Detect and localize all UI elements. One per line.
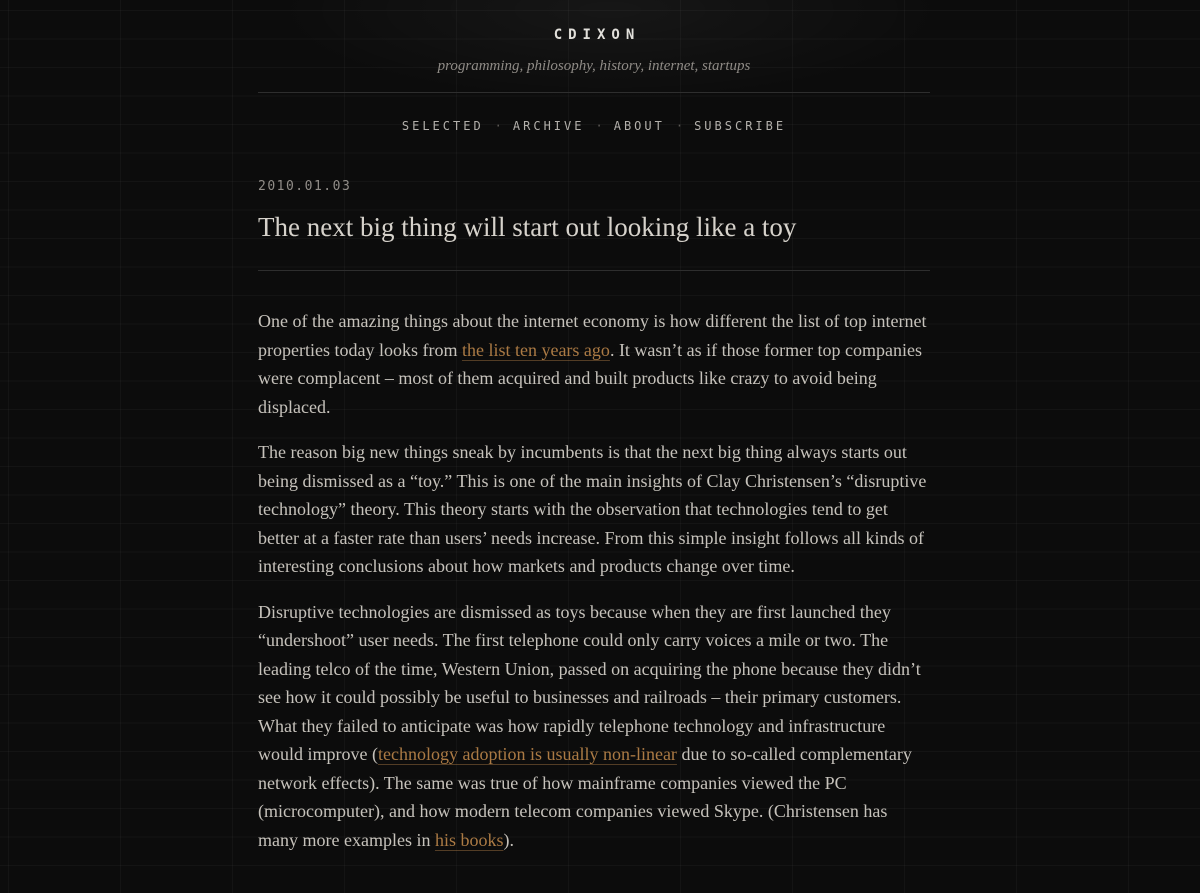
- page: [258, 0, 930, 854]
- nav-separator: ·: [675, 119, 684, 133]
- site-header: [258, 0, 930, 134]
- text-segment: due to so-called complementary network effects). The same was true of how mainframe companies viewed the PC (microcomputer), and how modern telecom companies viewed Skype. (Christensen has many more examples in: [258, 744, 912, 850]
- text-segment: Disruptive technologies are dismissed as toys because when they are first launched they “undershoot” user needs. The first telephone could only carry voices a mile or two. The leading telco of the time, Western Union, passed on acquiring the phone because they didn’t see how it could possibly be useful to businesses and railroads – their primary customers. What they failed to anticipate was how rapidly telephone technology and infrastructure would improve (: [258, 601, 921, 764]
- article-body: [258, 271, 930, 854]
- article: [258, 180, 930, 854]
- site-nav: [258, 93, 930, 134]
- text-segment: ).: [503, 829, 514, 850]
- text-segment: . It wasn’t as if those former top companies were complacent – most of them acquired and built products like crazy to avoid being displaced.: [258, 339, 923, 417]
- nav-separator: ·: [595, 119, 603, 133]
- nav-link-about[interactable]: ABOUT: [613, 119, 665, 133]
- paragraph-2: [258, 438, 930, 581]
- site-title-link[interactable]: CDIXON: [553, 27, 641, 43]
- site-tagline: programming, philosophy, history, internet, startups: [437, 58, 751, 74]
- post-title: The next big thing will start out looking like a toy: [258, 212, 797, 242]
- nav-link-archive[interactable]: ARCHIVE: [512, 119, 585, 133]
- paragraph-1: [258, 307, 930, 421]
- paragraph-3: [258, 598, 930, 855]
- nav-separator: ·: [494, 119, 502, 133]
- inline-link-his-books[interactable]: his books: [434, 829, 504, 850]
- nav-link-subscribe[interactable]: SUBSCRIBE: [694, 119, 787, 133]
- inline-link-technology-adoption-non-linear[interactable]: technology adoption is usually non-linear: [377, 744, 677, 764]
- nav-link-selected[interactable]: SELECTED: [401, 119, 484, 133]
- post-date: 2010.01.03: [258, 179, 352, 194]
- text-segment: The reason big new things sneak by incumbents is that the next big thing always starts out being dismissed as a “toy.” This is one of the main insights of Clay Christensen’s “disruptive technology” theory. This theory starts with the observation that technologies tend to get better at a faster rate than users’ needs increase. From this simple insight follows all kinds of interesting conclusions about how markets and products change over time.: [258, 442, 927, 576]
- text-segment: One of the amazing things about the internet economy is how different the list of top internet properties today looks from: [258, 311, 927, 360]
- inline-link-list-ten-years-ago[interactable]: the list ten years ago: [461, 339, 610, 360]
